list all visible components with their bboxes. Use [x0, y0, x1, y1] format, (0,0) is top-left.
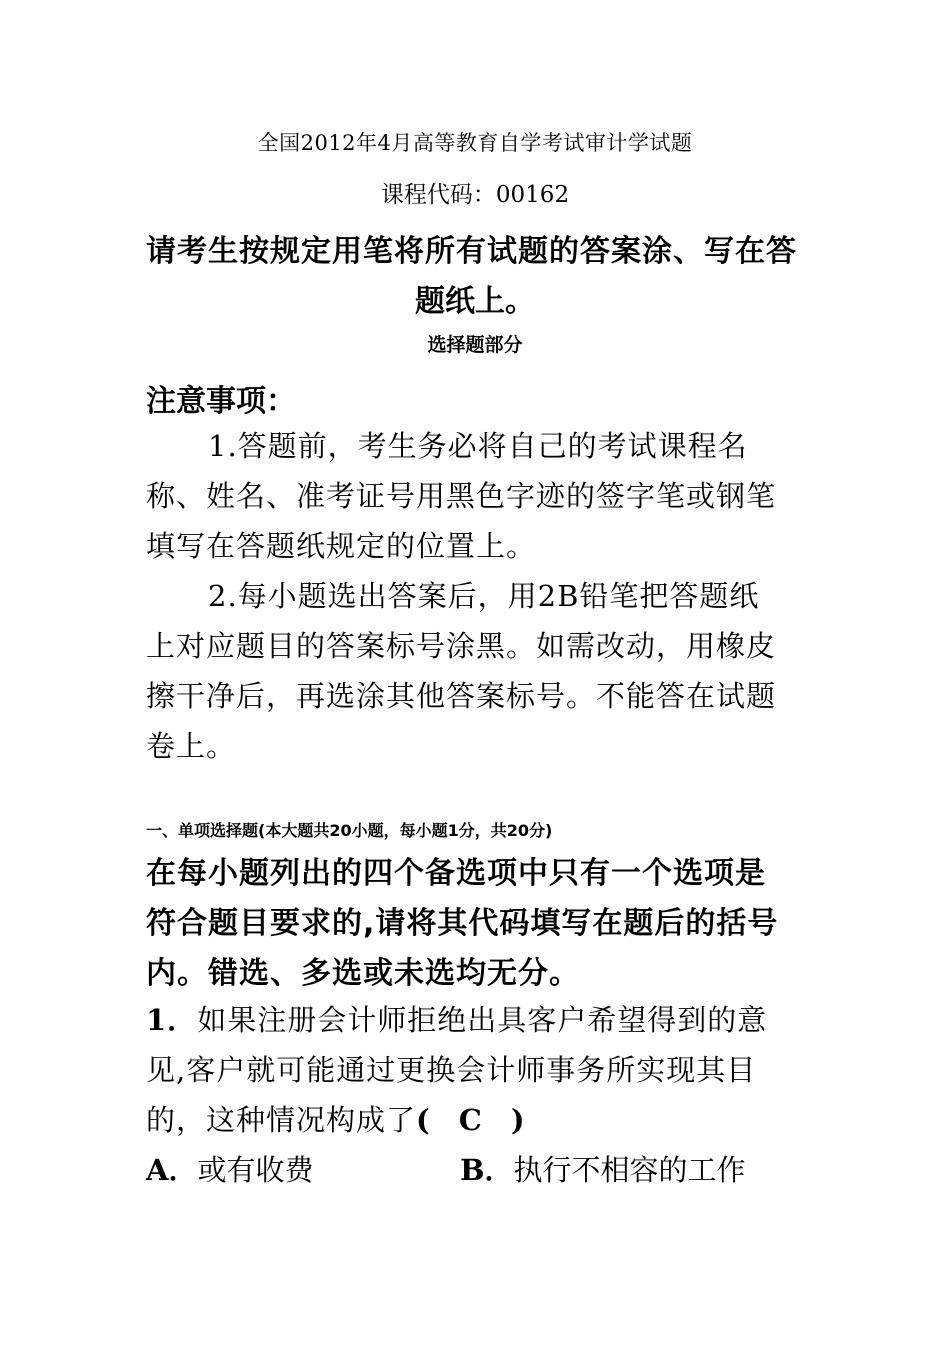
question-number: 1．	[146, 1003, 198, 1037]
notice-line-5: 上对应题目的答案标号涂黑。如需改动，用橡皮	[146, 629, 777, 663]
exam-title: 全国2012年4月高等教育自学考试审计学试题	[257, 131, 693, 155]
part-one-instruction-3: 内。错选、多选或未选均无分。	[146, 956, 580, 991]
notice-line-4: 2.每小题选出答案后，用2B铅笔把答题纸	[208, 579, 760, 613]
part-one-heading: 一、单项选择题(本大题共20小题，每小题1分，共20分)	[146, 821, 553, 840]
notice-heading: 注意事项：	[146, 384, 296, 419]
question-1-line-1	[146, 998, 767, 1039]
notice-line-3: 填写在答题纸规定的位置上。	[146, 529, 537, 563]
course-code: 课程代码：00162	[380, 182, 570, 208]
answer-bracket-open: (	[416, 1103, 431, 1137]
part-one-instruction-1: 在每小题列出的四个备选项中只有一个选项是	[146, 856, 766, 891]
answer-value: C	[458, 1103, 483, 1137]
notice-line-6: 擦干净后，再选涂其他答案标号。不能答在试题	[146, 679, 777, 713]
question-1-line-3	[146, 1098, 526, 1139]
question-1-line-2: 见,客户就可能通过更换会计师事务所实现其目	[146, 1053, 757, 1087]
question-1-text-3: 的，这种情况构成了	[146, 1103, 417, 1137]
option-b-text: 执行不相容的工作	[513, 1153, 746, 1187]
option-a	[146, 1148, 314, 1189]
instruction-line-2: 题纸上。	[415, 284, 535, 319]
notice-line-1: 1.答题前，考生务必将自己的考试课程名	[208, 429, 748, 463]
option-a-text: 或有收费	[197, 1153, 314, 1187]
option-b	[460, 1148, 746, 1189]
section-title: 选择题部分	[427, 334, 523, 356]
option-a-letter: A．	[146, 1153, 198, 1187]
question-1-text-1: 如果注册会计师拒绝出具客户希望得到的意	[197, 1003, 768, 1037]
instruction-line-1: 请考生按规定用笔将所有试题的答案涂、写在答	[146, 234, 797, 269]
notice-line-2: 称、姓名、准考证号用黑色字迹的签字笔或钢笔	[146, 479, 777, 513]
part-one-instruction-2: 符合题目要求的,请将其代码填写在题后的括号	[146, 906, 779, 941]
answer-bracket-close: )	[510, 1103, 526, 1137]
notice-line-7: 卷上。	[146, 729, 237, 763]
option-b-letter: B．	[460, 1153, 514, 1187]
